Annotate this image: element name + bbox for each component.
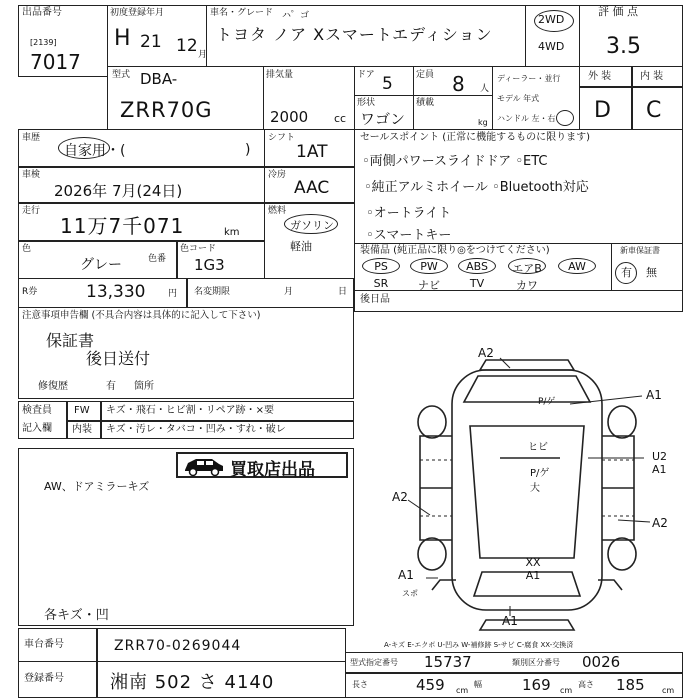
colorcode-title: 色コード: [180, 244, 217, 254]
color-label: 色: [22, 244, 32, 254]
left-hline-2: [18, 202, 265, 204]
colorcode-label: 色番: [148, 254, 167, 264]
reg-value: 湘南 502 さ 4140: [110, 672, 275, 693]
recycle-value: 13,330: [86, 282, 146, 302]
remarks-note1: AW、ドアミラーキズ: [44, 480, 150, 493]
selling-label: セールスポイント (正常に機能するものに限ります): [360, 132, 591, 143]
mark-u2-a1: U2 A1: [652, 450, 668, 476]
equip-circle: [458, 258, 496, 274]
model-label: 型式: [112, 70, 131, 80]
recycle-label: R券: [22, 287, 38, 297]
left-hline-3: [18, 240, 265, 242]
drive-4wd: 4WD: [538, 40, 565, 53]
model-code: ZRR70G: [120, 98, 213, 122]
label-pillar: P/ゲ: [538, 397, 556, 407]
lot-number: 7017: [30, 50, 81, 74]
equip-circle: [558, 258, 596, 274]
mark-a2-left: A2: [392, 490, 408, 504]
later-label: 後日品: [360, 294, 390, 305]
shape-label: 形状: [357, 98, 376, 108]
int-label: 内 装: [640, 71, 664, 82]
width-label: 幅: [474, 680, 482, 689]
inspector-line1: キズ・飛石・ヒビ割・リペア跡・×要: [106, 405, 274, 416]
ac-label: 冷房: [268, 170, 287, 180]
reg-label: 登録番号: [24, 673, 64, 684]
drive-box: [525, 5, 580, 67]
equip-item: PW: [420, 260, 438, 273]
shift-value: 1AT: [296, 142, 328, 162]
left-box: [18, 129, 265, 279]
repair-place: 箇所: [134, 381, 154, 392]
disp-unit: cc: [334, 112, 347, 125]
lot-sub: [2139]: [30, 38, 57, 47]
length-value: 459: [416, 676, 445, 694]
chassis-label: 車台番号: [24, 639, 64, 650]
first-reg-label: 初度登録年月: [110, 8, 165, 18]
warranty-yes: 有: [621, 266, 632, 279]
spec-hline: [345, 672, 683, 674]
score-value: 3.5: [606, 34, 641, 59]
height-unit: cm: [662, 686, 675, 695]
shift-label: シフト: [268, 133, 296, 143]
name-change-label: 名変期限: [194, 287, 231, 297]
inspector-hline: [66, 420, 354, 422]
car-stamp-icon: [182, 455, 226, 477]
repair-value: 有: [106, 381, 116, 392]
width-unit: cm: [560, 686, 573, 695]
height-value: 185: [616, 676, 645, 694]
selling-line3: ◦オートライト: [366, 206, 452, 221]
mileage-unit: km: [224, 227, 240, 238]
selling-line4: ◦スマートキー: [366, 228, 452, 243]
lot-label: 出品番号: [22, 7, 62, 18]
model-prefix: DBA-: [140, 70, 178, 88]
fuel-alt: 軽油: [290, 240, 312, 253]
warranty-no: 無: [646, 266, 657, 279]
inspector-line2: キズ・汚レ・タバコ・凹み・すれ・破レ: [106, 424, 286, 435]
equip-item: TV: [469, 277, 485, 290]
equip-item: カワ: [516, 279, 538, 292]
name-change-month: 月: [284, 287, 294, 297]
grade-small: ハ゜ゴ: [282, 11, 310, 21]
length-label: 長さ: [352, 680, 368, 689]
width-value: 169: [522, 676, 551, 694]
cap-label: 定員: [416, 70, 435, 80]
diagram-legend: A-キズ E-エクボ U-凹み W-補修跡 S-サビ C-腐食 XX-交換済: [384, 641, 574, 649]
height-label: 高さ: [578, 680, 594, 689]
ext-label: 外 装: [588, 71, 612, 82]
ext-int-hline: [579, 86, 683, 88]
handle-label: ハンドル 左・右: [497, 114, 556, 123]
use-label: 車歴: [22, 133, 41, 143]
drive-2wd: 2WD: [538, 13, 565, 26]
inspector-label1: 検査員: [22, 405, 52, 416]
mark-xx-a1: XX A1: [525, 556, 541, 582]
mark-a1-right-top: A1: [646, 388, 662, 402]
month-unit: 月: [198, 50, 208, 60]
private-use-circle: [58, 137, 110, 159]
label-spoiler: スポ: [402, 589, 418, 598]
use-close: ): [245, 142, 251, 158]
use-value: 自家用・(: [64, 143, 126, 159]
disp-label: 排気量: [266, 70, 294, 80]
fuel-label: 燃料: [268, 206, 287, 216]
equip-circle: [508, 258, 546, 274]
color-value: グレー: [80, 257, 122, 273]
mark-a1-bottom: A1: [502, 614, 518, 628]
dealer-label: ディーラー・並行: [497, 74, 561, 83]
equip-item: ABS: [466, 260, 488, 273]
door-label: ドア: [357, 70, 375, 80]
handle-right-circle: [556, 110, 574, 126]
mark-a2-right: A2: [652, 516, 668, 530]
label-roof: ヒビ: [528, 442, 548, 453]
equip-item: AW: [568, 260, 586, 273]
displacement: 2000: [270, 108, 309, 126]
ac-value: AAC: [294, 178, 330, 198]
notes-line2: 後日送付: [86, 349, 151, 368]
selling-line1: ◦両側パワースライドドア ◦ETC: [362, 154, 548, 169]
later-box: [354, 290, 683, 312]
class-num-label: 類別区分番号: [512, 658, 560, 667]
repair-label: 修復歴: [38, 381, 68, 392]
label-bonnet: P/ゲ 大: [530, 468, 550, 494]
score-label: 評 価 点: [598, 5, 638, 18]
equip-label: 装備品 (純正品に限り◎をつけてください): [360, 245, 550, 256]
era: H: [114, 26, 131, 51]
type-num-label: 型式指定番号: [350, 658, 398, 667]
recycle-divider: [186, 278, 188, 308]
ext-int-divider: [631, 66, 633, 130]
first-reg-month: 12: [176, 36, 198, 56]
model-year-label: モデル 年式: [497, 94, 540, 103]
ext-grade: D: [594, 98, 611, 123]
chassis-value: ZRR70-0269044: [114, 638, 242, 654]
shape: ワゴン: [360, 110, 406, 128]
name-change-day: 日: [338, 287, 348, 297]
equip-item: エアB: [512, 262, 542, 275]
first-reg-year: 21: [140, 32, 162, 52]
equip-item: SR: [373, 277, 389, 290]
car-name: トヨタ ノア Xスマートエディション: [216, 25, 493, 44]
class-num: 0026: [582, 653, 621, 671]
inspector-fw: FW: [74, 405, 90, 416]
length-unit: cm: [456, 686, 469, 695]
mileage-value: 11万7千071: [60, 214, 185, 238]
mark-a2-top: A2: [478, 346, 494, 360]
equip-circle: [410, 258, 448, 274]
left-hline-1: [18, 166, 265, 168]
notes-label: 注意事項申告欄 (不具合内容は具体的に記入して下さい): [22, 310, 261, 321]
colorcode-value: 1G3: [194, 256, 225, 274]
selling-line2: ◦純正アルミホイール ◦Bluetooth対応: [364, 180, 589, 195]
type-num: 15737: [424, 653, 472, 671]
mileage-label: 走行: [22, 206, 41, 216]
shop-label: 買取店出品: [230, 460, 315, 480]
inspect-label: 車検: [22, 170, 41, 180]
mid-hline-2: [264, 202, 355, 204]
fuel-value: ガソリン: [290, 219, 334, 232]
notes-line1: 保証書: [46, 331, 95, 350]
inspector-inner: 内装: [72, 424, 92, 435]
car-name-label: 車名・グレード: [210, 8, 274, 18]
capacity: 8: [452, 72, 465, 96]
inspector-label2: 記入欄: [22, 423, 52, 434]
equip-circle: [362, 258, 400, 274]
mid-hline-1: [264, 166, 355, 168]
int-grade: C: [646, 98, 662, 123]
recycle-unit: 円: [168, 289, 178, 299]
cap-unit: 人: [480, 84, 490, 94]
warranty-label: 新車保証書: [620, 246, 660, 255]
colorcode-divider: [176, 240, 178, 279]
equip-item: ナビ: [418, 279, 440, 292]
doors: 5: [382, 74, 393, 94]
inspect-value: 2026年 7月(24日): [54, 182, 183, 200]
equip-item: PS: [374, 260, 388, 273]
load-label: 積載: [416, 98, 435, 108]
mark-a1-left: A1: [398, 568, 414, 582]
load-unit: kg: [478, 118, 488, 127]
remarks-note2: 各キズ・凹: [44, 608, 109, 623]
